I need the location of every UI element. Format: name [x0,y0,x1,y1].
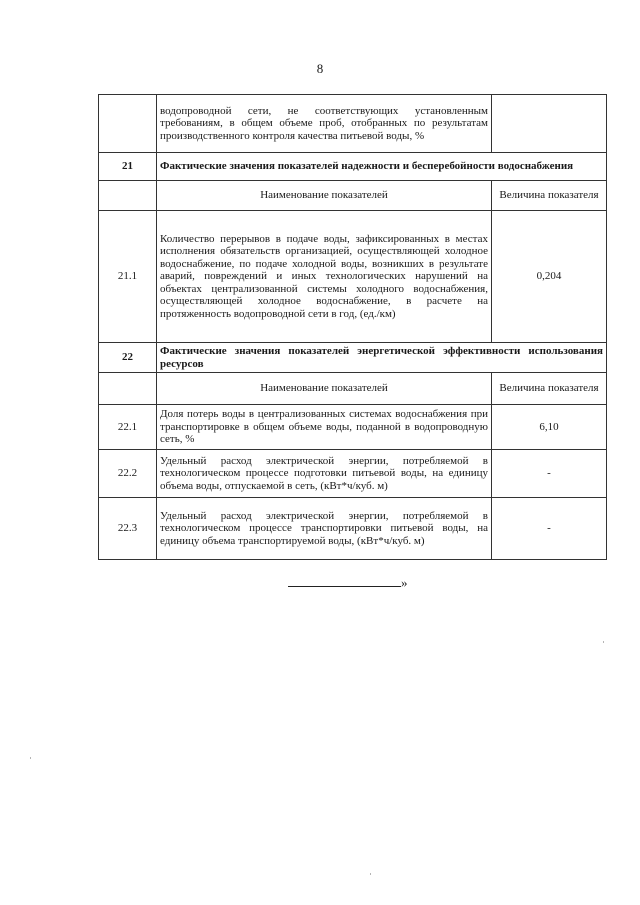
row-name: Количество перерывов в подаче воды, зафиксированных в местах исполнения обязательств организацией, осуществляющей холодное водоснабжение, по подаче холодной воды, возникших в результате аварий, повреждений и иных технологических нарушений на объектах централизованной системы холодного водоснабжения, осуществляющей холодное водоснабжение, в расчете на протяженность водопроводной сети в год, (ед./км) [157,211,492,343]
row-value: 0,204 [492,211,607,343]
document-end-mark [288,575,408,591]
row-number: 22.3 [99,498,157,560]
scan-speck [603,641,604,643]
row-name: Доля потерь воды в централизованных системах водоснабжения при транспортировке в общем объеме воды, поданной в водопроводную сеть, % [157,405,492,450]
header-empty-cell [99,373,157,405]
row-number: 22.1 [99,405,157,450]
table-row [99,405,607,450]
section-title: Фактические значения показателей энергетической эффективности использования ресурсов [157,343,607,373]
scan-speck [370,873,371,875]
row-value: - [492,498,607,560]
empty-value-cell [492,95,607,153]
row-name: Удельный расход электрической энергии, потребляемой в технологическом процессе транспортировки питьевой воды, на единицу объема транспортируемой воды, (кВт*ч/куб. м) [157,498,492,560]
continuation-text: водопроводной сети, не соответствующих установленным требованиям, в общем объеме проб, отобранных по результатам производственного контроля качества питьевой воды, % [157,95,492,153]
header-value: Величина показателя [492,181,607,211]
row-number: 22.2 [99,450,157,498]
header-empty-cell [99,181,157,211]
table-header-row [99,181,607,211]
row-number: 21.1 [99,211,157,343]
section-number: 21 [99,153,157,181]
indicators-table [98,94,607,560]
end-underline [288,576,401,587]
table-row [99,450,607,498]
header-value: Величина показателя [492,373,607,405]
page-number: 8 [316,61,324,76]
section-row-21 [99,153,607,181]
section-title: Фактические значения показателей надежности и бесперебойности водоснабжения [157,153,607,181]
row-value: 6,10 [492,405,607,450]
scan-speck [30,757,31,759]
row-value: - [492,450,607,498]
header-name: Наименование показателей [157,181,492,211]
table-row [99,498,607,560]
empty-number-cell [99,95,157,153]
section-row-22 [99,343,607,373]
table-header-row [99,373,607,405]
table-row [99,211,607,343]
section-number: 22 [99,343,157,373]
header-name: Наименование показателей [157,373,492,405]
closing-quote: » [401,575,408,590]
row-name: Удельный расход электрической энергии, потребляемой в технологическом процессе подготовки питьевой воды, на единицу объема воды, отпускаемой в сеть, (кВт*ч/куб. м) [157,450,492,498]
table-row-continuation [99,95,607,153]
